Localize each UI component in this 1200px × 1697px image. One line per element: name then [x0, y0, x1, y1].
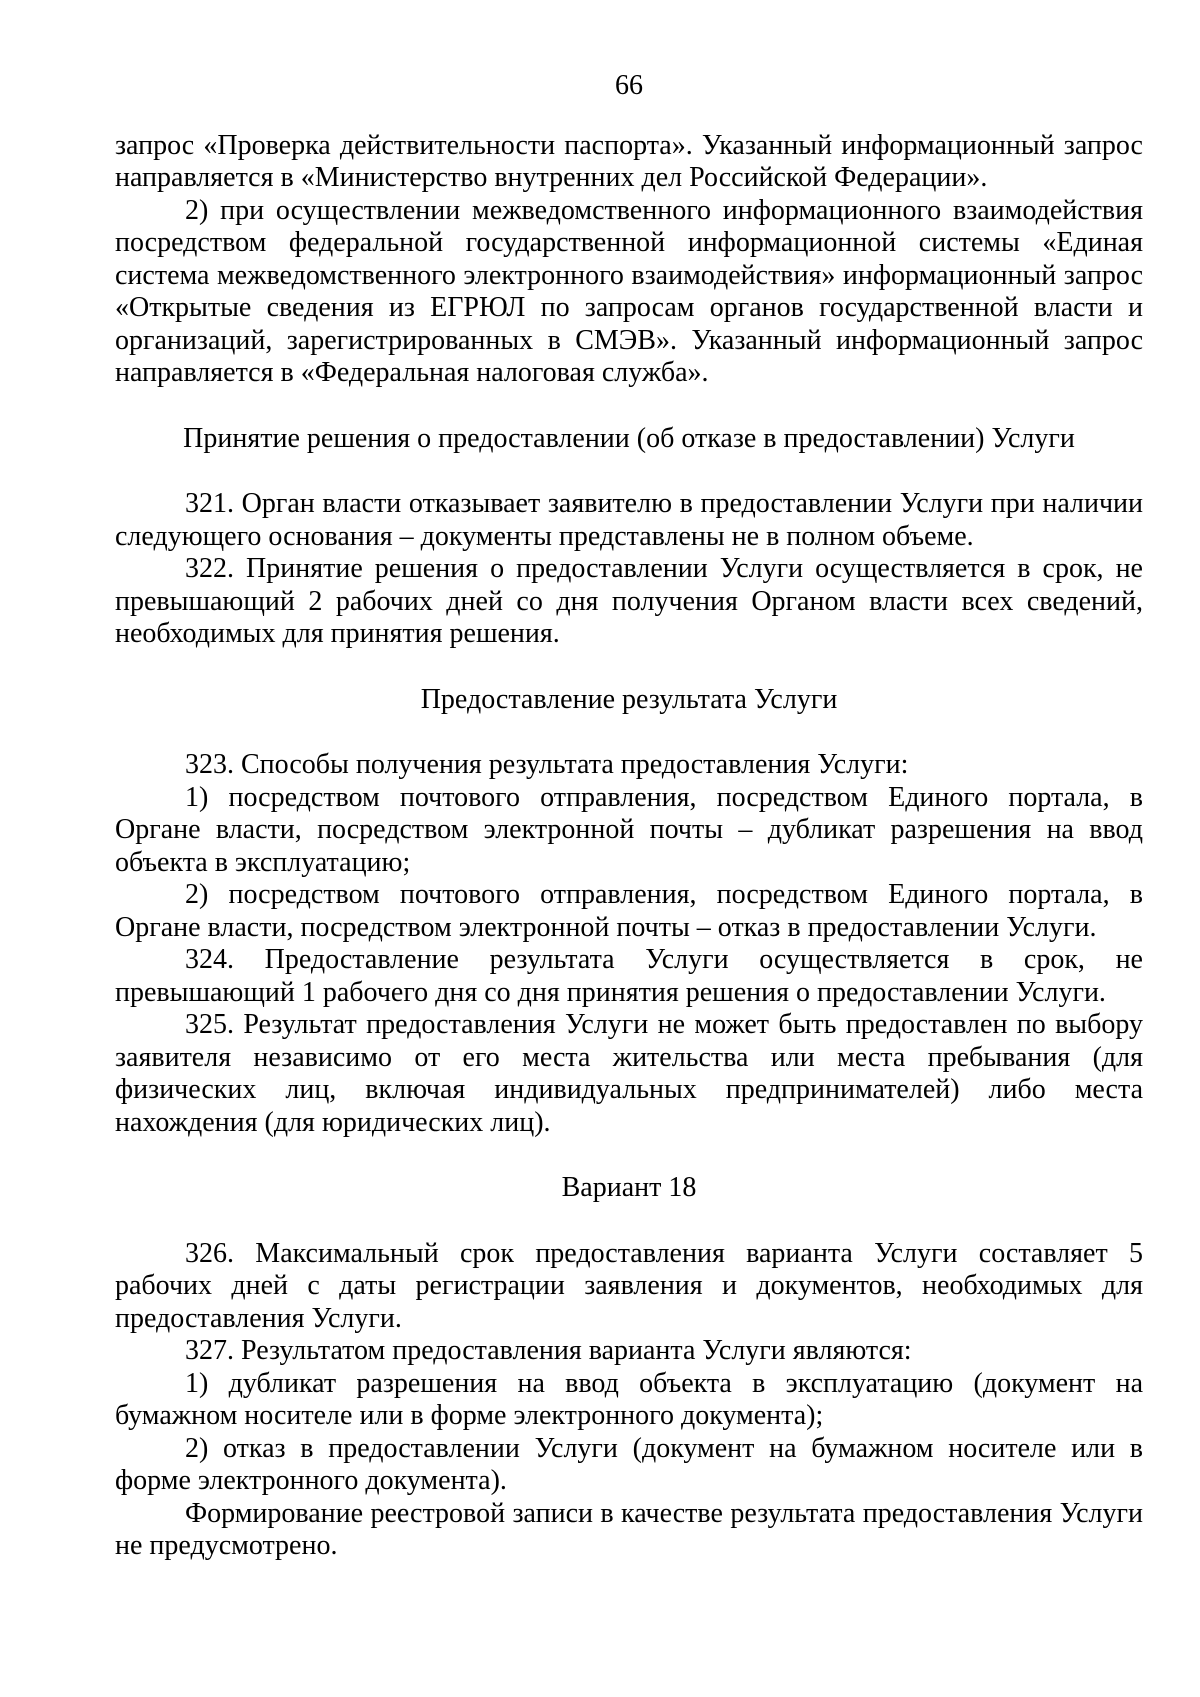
paragraph: 321. Орган власти отказывает заявителю в предоставлении Услуги при наличии следующего основания – документы представлены не в полном объеме. — [115, 488, 1143, 552]
paragraph: 327. Результатом предоставления варианта Услуги являются: — [185, 1335, 912, 1366]
paragraph: 322. Принятие решения о предоставлении Услуги осуществляется в срок, не превышающий 2 рабочих дней со дня получения Органом власти всех сведений, необходимых для принятия решения. — [115, 553, 1143, 649]
list-item: 1) посредством почтового отправления, посредством Единого портала, в Органе власти, посредством электронной почты – дубликат разрешения на ввод объекта в эксплуатацию; — [115, 781, 1143, 878]
section-heading: Принятие решения о предоставлении (об отказе в предоставлении) Услуги — [183, 422, 1075, 454]
paragraph: 324. Предоставление результата Услуги осуществляется в срок, не превышающий 1 рабочего дня со дня принятия решения о предоставлении Услуги. — [115, 944, 1143, 1008]
paragraph: 326. Максимальный срок предоставления варианта Услуги составляет 5 рабочих дней с даты регистрации заявления и документов, необходимых для предоставления Услуги. — [115, 1237, 1143, 1334]
paragraph: 325. Результат предоставления Услуги не может быть предоставлен по выбору заявителя независимо от его места жительства или места пребывания (для физических лиц, включая индивидуальных предпринимателей) либо места нахождения (для юридических лиц). — [115, 1009, 1143, 1138]
paragraph: Формирование реестровой записи в качестве результата предоставления Услуги не предусмотрено. — [115, 1497, 1143, 1561]
section-heading: Вариант 18 — [561, 1172, 697, 1203]
list-item: 2) отказ в предоставлении Услуги (документ на бумажном носителе или в форме электронного документа). — [115, 1432, 1143, 1496]
page-number: 66 — [615, 70, 643, 101]
paragraph: 2) при осуществлении межведомственного информационного взаимодействия посредством федеральной государственной информационной системы «Единая система межведомственного электронного взаимодействия» информационный запрос «Открытые сведения из ЕГРЮЛ по запросам органов государственной власти и организаций, зарегистрированных в СМЭВ». Указанный информационный запрос направляется в «Федеральная налоговая служба». — [115, 194, 1143, 388]
paragraph: запрос «Проверка действительности паспорта». Указанный информационный запрос направляется в «Министерство внутренних дел Российской Федерации». — [115, 129, 1143, 193]
list-item: 1) дубликат разрешения на ввод объекта в эксплуатацию (документ на бумажном носителе или в форме электронного документа); — [115, 1367, 1143, 1431]
paragraph: 323. Способы получения результата предоставления Услуги: — [185, 749, 909, 780]
section-heading: Предоставление результата Услуги — [420, 683, 838, 715]
list-item: 2) посредством почтового отправления, посредством Единого портала, в Органе власти, посредством электронной почты – отказ в предоставлении Услуги. — [115, 879, 1143, 943]
